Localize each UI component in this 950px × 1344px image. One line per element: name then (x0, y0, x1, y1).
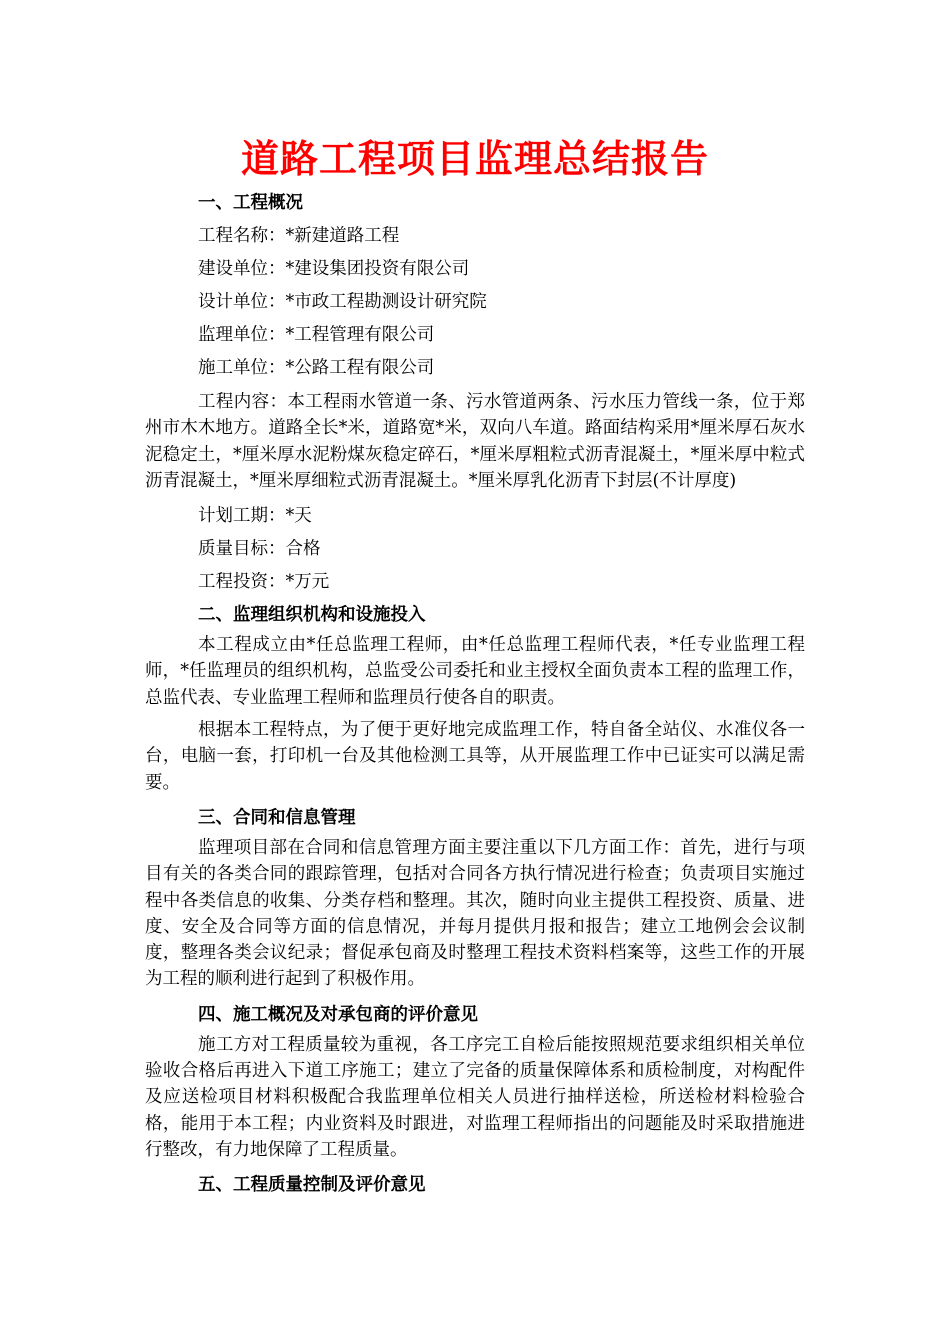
organization-paragraph: 本工程成立由*任总监理工程师，由*任总监理工程师代表，*任专业监理工程师，*任监理员的组织机构，总监受公司委托和业主授权全面负责本工程的监理工作，总监代表、专业监理工程师和监理员行使各自的职责。 (145, 635, 805, 708)
designer-line: 设计单位：*市政工程勘测设计研究院 (198, 292, 487, 312)
section-heading-overview: 一、工程概况 (198, 193, 303, 213)
project-name-line: 工程名称：*新建道路工程 (198, 226, 400, 246)
section-heading-organization: 二、监理组织机构和设施投入 (198, 605, 426, 626)
project-content-paragraph: 工程内容：本工程雨水管道一条、污水管道两条、污水压力管线一条，位于郑州市木木地方。道路全长*米，道路宽*米，双向八车道。路面结构采用*厘米厚石灰水泥稳定土，*厘米厚水泥粉煤灰稳定碎石，*厘米厚粗粒式沥青混凝土，*厘米厚中粒式沥青混凝土，*厘米厚细粒式沥青混凝土。*厘米厚乳化沥青下封层(不计厚度) (145, 392, 805, 491)
duration-line: 计划工期：*天 (198, 506, 312, 527)
section-heading-contractor-evaluation: 四、施工概况及对承包商的评价意见 (198, 1004, 478, 1025)
contractor-line: 施工单位：*公路工程有限公司 (198, 358, 435, 378)
equipment-paragraph: 根据本工程特点，为了便于更好地完成监理工作，特自备全站仪、水准仪各一台，电脑一套，打印机一台及其他检测工具等，从开展监理工作中已证实可以满足需要。 (145, 720, 805, 793)
owner-line: 建设单位：*建设集团投资有限公司 (198, 259, 470, 279)
investment-line: 工程投资：*万元 (198, 572, 330, 593)
contract-paragraph: 监理项目部在合同和信息管理方面主要注重以下几方面工作：首先，进行与项目有关的各类合同的跟踪管理，包括对合同各方执行情况进行检查；负责项目实施过程中各类信息的收集、分类存档和整理。其次，随时向业主提供工程投资、质量、进度、安全及合同等方面的信息情况，并每月提供月报和报告；建立工地例会会议制度，整理各类会议纪录；督促承包商及时整理工程技术资料档案等，这些工作的开展为工程的顺利进行起到了积极作用。 (145, 837, 805, 990)
document-body (145, 187, 805, 1202)
quality-goal-line: 质量目标：合格 (198, 539, 321, 560)
contractor-evaluation-paragraph: 施工方对工程质量较为重视，各工序完工自检后能按照规范要求组织相关单位验收合格后再进入下道工序施工；建立了完备的质量保障体系和质检制度，对构配件及应送检项目材料积极配合我监理单位相关人员进行抽样送检，所送检材料检验合格，能用于本工程；内业资料及时跟进，对监理工程师指出的问题能及时采取措施进行整改，有力地保障了工程质量。 (145, 1034, 805, 1160)
section-heading-quality-control: 五、工程质量控制及评价意见 (198, 1175, 426, 1196)
supervisor-line: 监理单位：*工程管理有限公司 (198, 325, 435, 345)
section-heading-contract: 三、合同和信息管理 (198, 807, 356, 828)
document-title: 道路工程项目监理总结报告 (240, 136, 709, 181)
